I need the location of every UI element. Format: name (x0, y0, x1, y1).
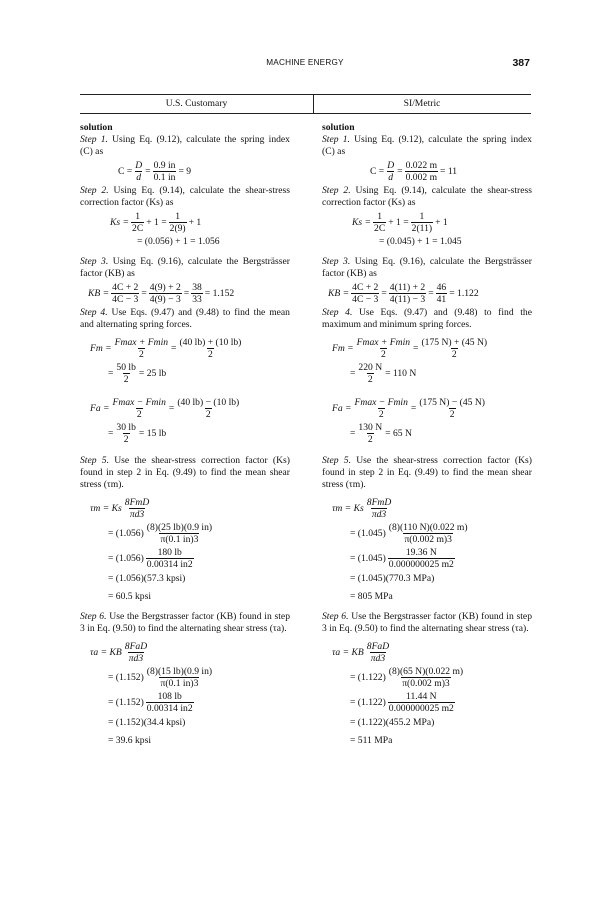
alternating-stress-substitution: = (1.152) $\frac{(8)(15 lb)(0.9 in)}{\pi(0.1 in)3}$ (108, 666, 213, 689)
spring-index-equation: C = $\frac{D}{d}$ = $\frac{0.9 in}{0.1 in}$ = 9 (118, 160, 192, 183)
alternating-stress-result: = 39.6 kpsi (108, 735, 151, 746)
alternating-stress-simplified: = (1.122) $\frac{11.44 N}{0.000000025 m2}$ (350, 691, 454, 714)
mean-stress-product: = (1.045)(770.3 MPa) (350, 573, 435, 584)
alternating-stress-product: = (1.122)(455.2 MPa) (350, 717, 435, 728)
step-4-text: Step 4. Use Eqs. (9.47) and (9.48) to find the maximum and minimum spring forces. (322, 307, 532, 330)
alternating-stress-result: = 511 MPa (350, 735, 393, 746)
step-3-text: Step 3. Using Eq. (9.16), calculate the Bergsträsser factor (KB) as (322, 256, 532, 279)
mean-stress-substitution: = (1.056) $\frac{(8)(25 lb)(0.9 in)}{\pi(0.1 in)3}$ (108, 522, 213, 545)
mean-stress-formula: τm = Ks $\frac{\text{8FmD}}{\pi d3}$ (90, 497, 150, 520)
mean-stress-simplified: = (1.045) $\frac{19.36 N}{0.000000025 m2}$ (350, 547, 454, 570)
step-5-text: Step 5. Use the shear-stress correction factor (Ks) found in step 2 in Eq. (9.49) to find the mean shear stress (τm). (322, 455, 532, 490)
step-1-text: Step 1. Using Eq. (9.12), calculate the spring index (C) as (322, 134, 532, 157)
alternating-stress-simplified: = (1.152) $\frac{108 lb}{0.00314 in2}$ (108, 691, 193, 714)
alternating-stress-formula: τa = KB $\frac{\text{8FaD}}{\pi d3}$ (90, 641, 148, 664)
running-title: MACHINE ENERGY (266, 58, 344, 67)
si-metric-column (322, 122, 532, 747)
mean-stress-simplified: = (1.056) $\frac{180 lb}{0.00314 in2}$ (108, 547, 193, 570)
mean-force-equation: Fm = $\frac{Fmax + Fmin}{2}$ = $\frac{(40 lb) + (10 lb)}{2}$ (90, 337, 242, 360)
column-heading-si: SI/Metric (403, 98, 441, 109)
shear-correction-result: = (0.056) + 1 = 1.056 (137, 236, 220, 247)
alternating-force-equation: Fa = $\frac{Fmax - Fmin}{2}$ = $\frac{(175 N) - (45 N)}{2}$ (332, 397, 485, 420)
alternating-force-equation: Fa = $\frac{Fmax - Fmin}{2}$ = $\frac{(40 lb) - (10 lb)}{2}$ (90, 397, 240, 420)
shear-correction-equation: Ks = $\frac{1}{2C}$ + 1 = $\frac{1}{2(9)}$ + 1 (110, 211, 202, 234)
mean-stress-result: = 805 MPa (350, 591, 393, 602)
bergstrasser-equation: KB = $\frac{4C + 2}{4C - 3}$ = $\frac{4(11) + 2}{4(11) - 3}$ = $\frac{46}{41}$ = 1.122 (328, 282, 479, 305)
step-1-text: Step 1. Using Eq. (9.12), calculate the spring index (C) as (80, 134, 290, 157)
shear-correction-equation: Ks = $\frac{1}{2C}$ + 1 = $\frac{1}{2(11)}$ + 1 (352, 211, 448, 234)
step-5-text: Step 5. Use the shear-stress correction factor (Ks) found in step 2 in Eq. (9.49) to find the mean shear stress (τm). (80, 455, 290, 490)
page-number: 387 (512, 57, 530, 69)
step-4-text: Step 4. Use Eqs. (9.47) and (9.48) to find the mean and alternating spring forces. (80, 307, 290, 330)
shear-correction-result: = (0.045) + 1 = 1.045 (379, 236, 462, 247)
column-heading-us: U.S. Customary (165, 98, 228, 109)
step-6-text: Step 6. Use the Bergstrasser factor (KB) found in step 3 in Eq. (9.50) to find the alternating shear stress (τa). (322, 611, 532, 634)
mean-force-equation: Fm = $\frac{Fmax + Fmin}{2}$ = $\frac{(175 N) + (45 N)}{2}$ (332, 337, 488, 360)
page-header (80, 58, 530, 72)
bergstrasser-equation: KB = $\frac{4C + 2}{4C - 3}$ = $\frac{4(9) + 2}{4(9) - 3}$ = $\frac{38}{33}$ = 1.152 (88, 282, 235, 305)
step-6-text: Step 6. Use the Bergstrasser factor (KB) found in step 3 in Eq. (9.50) to find the alternating shear stress (τa). (80, 611, 290, 634)
mean-force-result: = $\frac{50 lb}{2}$ = 25 lb (108, 362, 167, 385)
alternating-force-result: = $\frac{130 N}{2}$ = 65 N (350, 422, 412, 445)
solution-heading: solution (80, 122, 113, 133)
alternating-stress-substitution: = (1.122) $\frac{(8)(65 N)(0.022 m)}{\pi(0.002 m)3}$ (350, 666, 464, 689)
mean-stress-product: = (1.056)(57.3 kpsi) (108, 573, 186, 584)
spring-index-equation: C = $\frac{D}{d}$ = $\frac{0.022 m}{0.002 m}$ = 11 (370, 160, 458, 183)
mean-stress-formula: τm = Ks $\frac{\text{8FmD}}{\pi d3}$ (332, 497, 392, 520)
step-2-text: Step 2. Using Eq. (9.14), calculate the shear-stress correction factor (Ks) as (322, 185, 532, 208)
mean-stress-substitution: = (1.045) $\frac{(8)(110 N)(0.022 m)}{\pi(0.002 m)3}$ (350, 522, 468, 545)
mean-force-result: = $\frac{220 N}{2}$ = 110 N (350, 362, 417, 385)
us-customary-column (80, 122, 290, 747)
solution-heading: solution (322, 122, 355, 133)
step-3-text: Step 3. Using Eq. (9.16), calculate the Bergsträsser factor (KB) as (80, 256, 290, 279)
alternating-force-result: = $\frac{30 lb}{2}$ = 15 lb (108, 422, 167, 445)
step-2-text: Step 2. Using Eq. (9.14), calculate the shear-stress correction factor (Ks) as (80, 185, 290, 208)
table-header-rule (80, 113, 531, 114)
table-top-rule (80, 94, 531, 95)
mean-stress-result: = 60.5 kpsi (108, 591, 151, 602)
alternating-stress-product: = (1.152)(34.4 kpsi) (108, 717, 186, 728)
alternating-stress-formula: τa = KB $\frac{\text{8FaD}}{\pi d3}$ (332, 641, 390, 664)
